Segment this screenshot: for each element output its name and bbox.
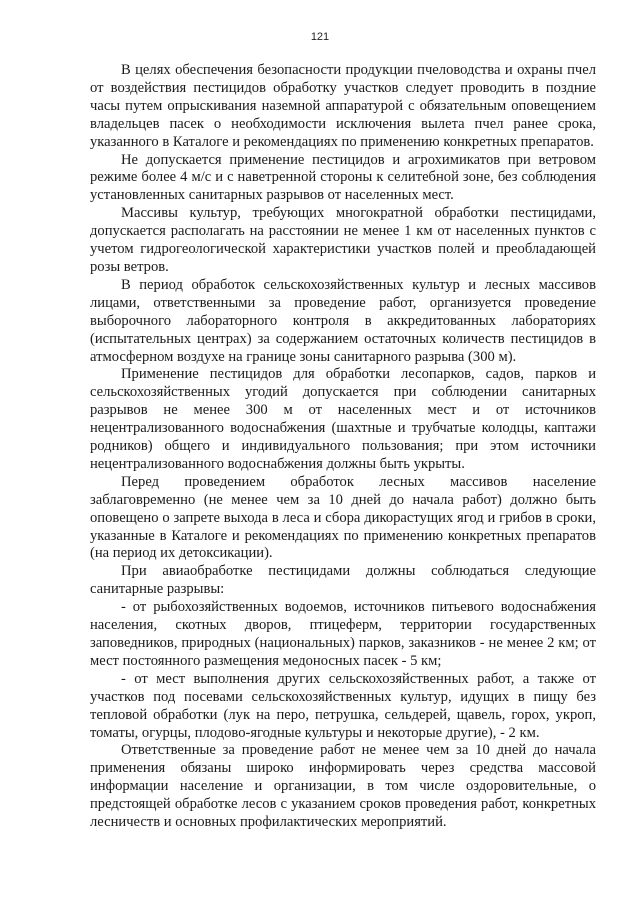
- paragraph-lab-control: В период обработок сельскохозяйственных культур и лесных массивов лицами, ответственными за проведение работ, организуется проведение выборочного лабораторного контроля в аккредитованных лабораториях (испытательных центрах) за содержанием остаточных количеств пестицидов в атмосферном воздухе на границе зоны санитарного разрыва (300 м).: [90, 276, 596, 365]
- paragraph-aerial-intro: При авиаобработке пестицидами должны соблюдаться следующие санитарные разрывы:: [90, 563, 596, 598]
- page-number: 121: [310, 31, 330, 43]
- paragraph-forest-notice: Перед проведением обработок лесных массивов население заблаговременно (не менее чем за 10 дней до начала работ) должно быть оповещено о запрете выхода в леса и сбора дикорастущих ягод и грибов в сроки, указанные в Каталоге и рекомендациях по применению конкретных препаратов (на период их детоксикации).: [90, 473, 596, 562]
- paragraph-crop-placement: Массивы культур, требующих многократной обработки пестицидами, допускается располагать на расстоянии не менее 1 км от населенных пунктов с учетом гидрогеологической характеристики участков полей и преобладающей розы ветров.: [90, 205, 596, 275]
- paragraph-wind-restriction: Не допускается применение пестицидов и агрохимикатов при ветровом режиме более 4 м/с и с наветренной стороны к селитебной зоне, без соблюдения установленных санитарных разрывов от населенных мест.: [90, 151, 596, 204]
- paragraph-public-information: Ответственные за проведение работ не менее чем за 10 дней до начала применения обязаны широко информировать через средства массовой информации население и организации, в том числе оздоровительные, о предстоящей обработке лесов с указанием сроков проведения работ, конкретных лесничеств и основных профилактических мероприятий.: [90, 742, 596, 831]
- paragraph-bee-protection: В целях обеспечения безопасности продукции пчеловодства и охраны пчел от воздействия пестицидов обработку участков следует проводить в поздние часы путем опрыскивания наземной аппаратурой с обязательным оповещением владельцев пасек о необходимости исключения вылета пчел ранее срока, указанного в Каталоге и рекомендациях по применению конкретных препаратов.: [90, 62, 596, 150]
- list-item-crop-distances: - от мест выполнения других сельскохозяйственных работ, а также от участков под посевами сельскохозяйственных культур, идущих в пищу без тепловой обработки (лук на перо, петрушка, сельдерей, щавель, горох, укроп, томаты, огурцы, плодово-ягодные культуры и некоторые другие), - 2 км.: [90, 670, 596, 741]
- body-text: [90, 62, 596, 832]
- paragraph-parks-gardens: Применение пестицидов для обработки лесопарков, садов, парков и сельскохозяйственных угодий допускается при соблюдении санитарных разрывов не менее 300 м от населенных мест и от источников нецентрализованного водоснабжения (шахтные и трубчатые колодцы, каптажи родников) общего и индивидуального пользования; при этом источники нецентрализованного водоснабжения должны быть укрыты.: [90, 366, 596, 472]
- list-item-water-distances: - от рыбохозяйственных водоемов, источников питьевого водоснабжения населения, скотных дворов, птицеферм, территории государственных заповедников, природных (национальных) парков, заказников - не менее 2 км; от мест постоянного размещения медоносных пасек - 5 км;: [90, 599, 596, 669]
